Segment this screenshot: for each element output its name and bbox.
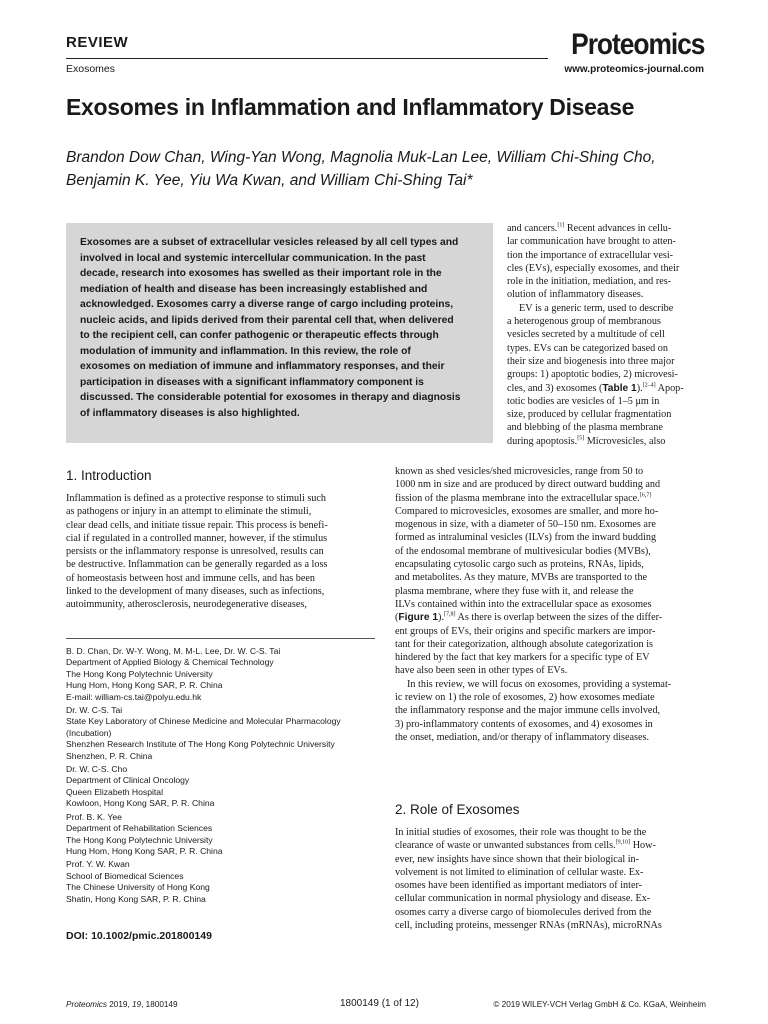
body-line: be destructive. Inflammation can be generally regarded as a loss bbox=[66, 559, 328, 571]
affiliation-line: The Chinese University of Hong Kong bbox=[66, 882, 210, 893]
body-line: during apoptosis.[5] Microvesicles, also bbox=[507, 435, 666, 447]
body-line: ic review on 1) the role of exosomes, 2) how exosomes mediate bbox=[395, 692, 655, 704]
abstract-line: involved in local and systemic intercellular communication. In the past bbox=[80, 252, 426, 264]
body-line: vesicles secreted by a multitude of cell bbox=[507, 329, 665, 341]
body-line: cial if regulated in a controlled manner, however, if the stimulus bbox=[66, 532, 328, 544]
body-line: cellular communication in normal physiology and disease. Ex- bbox=[395, 893, 651, 905]
affiliation-line: School of Biomedical Sciences bbox=[66, 870, 184, 881]
citation-ref: [5] bbox=[577, 435, 585, 442]
affiliation-group bbox=[66, 705, 375, 762]
affiliation-line: Prof. B. K. Yee bbox=[66, 811, 122, 822]
doi-link[interactable]: DOI: 10.1002/pmic.201800149 bbox=[66, 930, 212, 942]
footer-journal: Proteomics bbox=[66, 1000, 107, 1009]
body-line: 3) pro-inflammatory contents of exosomes, and 4) exosomes in bbox=[395, 718, 653, 730]
body-line: osomes have been identified as important mediators of inter- bbox=[395, 880, 643, 892]
body-line: cell, including proteins, messenger RNAs (mRNAs), microRNAs bbox=[395, 920, 662, 932]
body-line: ever, new insights have since shown that their biological in- bbox=[395, 853, 640, 865]
footer-article: , 1800149 bbox=[141, 1000, 178, 1009]
section-heading-introduction: 1. Introduction bbox=[66, 468, 152, 483]
affiliation-group bbox=[66, 646, 375, 703]
abstract-line: participation in diseases with a significant inflammatory component is bbox=[80, 376, 424, 388]
body-line: In this review, we will focus on exosomes, providing a systemat- bbox=[407, 678, 672, 690]
affiliation-line: (Incubation) bbox=[66, 727, 112, 738]
abstract-line: modulation of immunity and inflammation. In this review, the role of bbox=[80, 345, 411, 357]
citation-ref: [6,7] bbox=[639, 492, 652, 499]
affiliation-line: The Hong Kong Polytechnic University bbox=[66, 834, 213, 845]
footer-year: 2019, bbox=[106, 1000, 132, 1009]
affiliation-line: Department of Rehabilitation Sciences bbox=[66, 823, 213, 834]
body-line: totic bodies are vesicles of 1–5 μm in bbox=[507, 395, 660, 407]
abstract-line: nucleic acids, and lipids derived from their parental cell that, when delivered bbox=[80, 314, 454, 326]
journal-logo: Proteomics bbox=[570, 28, 704, 61]
footer-citation bbox=[66, 1000, 178, 1009]
abstract-box bbox=[66, 223, 493, 443]
affiliation-line: Department of Clinical Oncology bbox=[66, 775, 190, 786]
header-rule bbox=[66, 58, 548, 59]
abstract-line: acknowledged. Exosomes carry a diverse range of cargo including proteins, bbox=[80, 299, 454, 310]
body-line: 1000 nm in size and are produced by direct outward budding and bbox=[395, 479, 661, 491]
affiliation-rule bbox=[66, 638, 375, 639]
body-line: and blebbing of the plasma membrane bbox=[507, 422, 663, 434]
body-line: plasma membrane, where they fuse with it, and release the bbox=[395, 585, 634, 597]
affiliation-line: E-mail: william-cs.tai@polyu.edu.hk bbox=[66, 691, 202, 702]
body-line: role in the initiation, mediation, and res- bbox=[507, 276, 672, 288]
body-line: have also been seen in other types of EVs. bbox=[395, 665, 568, 677]
body-line: formed as intraluminal vesicles (ILVs) from the inward budding bbox=[395, 532, 657, 544]
body-line: a heterogenous group of membranous bbox=[507, 316, 661, 328]
body-line: ILVs contained within into the extracellular space as exosomes bbox=[395, 598, 652, 610]
body-line: of the endosomal membrane of multivesicular bodies (MVBs), bbox=[395, 545, 651, 557]
body-line: clear dead cells, and initiate tissue repair. This process is benefi- bbox=[66, 519, 328, 531]
page-number: 1800149 (1 of 12) bbox=[340, 998, 419, 1009]
affiliation-group bbox=[66, 764, 375, 810]
body-line: encapsulating cytosolic cargo such as proteins, RNAs, lipids, bbox=[395, 559, 644, 571]
role-of-exosomes-text bbox=[395, 826, 705, 932]
body-line: cles (EVs), especially exosomes, and their bbox=[507, 262, 680, 274]
body-column-right-top bbox=[507, 222, 705, 448]
affiliation-line: Queen Elizabeth Hospital bbox=[66, 786, 163, 797]
body-line: mogenous in size, with a diameter of 50–150 nm. Exosomes are bbox=[395, 519, 656, 531]
figure-ref: Figure 1 bbox=[398, 612, 439, 624]
body-line: size, produced by cellular fragmentation bbox=[507, 409, 672, 421]
body-column-right bbox=[395, 465, 705, 744]
body-line: Inflammation is defined as a protective response to stimuli such bbox=[66, 493, 327, 504]
affiliation-line: Hung Hom, Hong Kong SAR, P. R. China bbox=[66, 680, 223, 691]
affiliation-line: Kowloon, Hong Kong SAR, P. R. China bbox=[66, 798, 215, 809]
affiliation-group bbox=[66, 859, 375, 905]
citation-ref: [9,10] bbox=[615, 839, 631, 846]
article-title: Exosomes in Inflammation and Inflammatory Disease bbox=[66, 94, 635, 120]
section-label: Exosomes bbox=[66, 63, 116, 75]
body-line: the onset, mediation, and/or therapy of inflammatory diseases. bbox=[395, 731, 650, 743]
body-line: persists or the inflammatory response is unresolved, results can bbox=[66, 546, 324, 558]
affiliation-group bbox=[66, 812, 375, 858]
body-line: of homeostasis between host and immune cells, and has been bbox=[66, 572, 315, 584]
body-line: fission of the plasma membrane into the extracellular space.[6,7] bbox=[395, 492, 652, 504]
affiliation-line: Shatin, Hong Kong SAR, P. R. China bbox=[66, 893, 206, 904]
author-line: Benjamin K. Yee, Yiu Wa Kwan, and William Chi-Shing Tai* bbox=[66, 172, 473, 189]
abstract-line: mediation of health and disease has been increasingly established and bbox=[80, 283, 428, 295]
affiliation-line: Hung Hom, Hong Kong SAR, P. R. China bbox=[66, 845, 223, 856]
body-line: and metabolites. As they mature, MVBs are transported to the bbox=[395, 572, 648, 584]
affiliation-line: Dr. W. C-S. Cho bbox=[66, 764, 128, 775]
body-line: the inflammatory response and the major immune cells involved, bbox=[395, 705, 661, 717]
affiliations bbox=[66, 646, 375, 907]
body-line: EV is a generic term, used to describe bbox=[519, 302, 674, 314]
body-line: linked to the development of many diseases, such as infections, bbox=[66, 586, 325, 598]
body-line: ent groups of EVs, their origins and specific markers are impor- bbox=[395, 625, 656, 637]
citation-ref: [2–4] bbox=[642, 382, 656, 389]
abstract-line: discussed. The considerable potential for exosomes in therapy and diagnosis bbox=[80, 392, 461, 403]
body-line: (Figure 1).[7,8] As there is overlap between the sizes of the differ- bbox=[395, 611, 663, 624]
body-line: In initial studies of exosomes, their role was thought to be the bbox=[395, 827, 647, 838]
body-line: volvement is not limited to elimination of cellular waste. Ex- bbox=[395, 866, 644, 878]
abstract-line: exosomes on mediation of immune and inflammatory responses, and their bbox=[80, 361, 445, 372]
abstract-line: of inflammatory diseases is also highlighted. bbox=[80, 407, 300, 419]
body-line: clearance of waste or unwanted substances from cells.[9,10] How- bbox=[395, 839, 656, 852]
body-line: olution of inflammatory diseases. bbox=[507, 289, 644, 301]
introduction-text bbox=[66, 492, 375, 612]
journal-url-link[interactable]: www.proteomics-journal.com bbox=[564, 64, 704, 75]
copyright: © 2019 WILEY-VCH Verlag GmbH & Co. KGaA, Weinheim bbox=[493, 1000, 706, 1009]
body-line: hindered by the fact that key markers for a specific type of EV bbox=[395, 652, 650, 664]
body-line: cles, and 3) exosomes (Table 1).[2–4] Apop- bbox=[507, 382, 684, 394]
body-line: types. EVs can be categorized based on bbox=[507, 342, 668, 354]
affiliation-line: The Hong Kong Polytechnic University bbox=[66, 668, 213, 679]
body-line: lar communication have brought to atten- bbox=[507, 236, 676, 248]
affiliation-line: State Key Laboratory of Chinese Medicine and Molecular Pharmacology bbox=[66, 716, 341, 727]
footer-volume: 19 bbox=[132, 1000, 142, 1009]
body-line: tion the importance of extracellular vesi- bbox=[507, 249, 674, 261]
figure-ref: Table 1 bbox=[602, 382, 637, 394]
affiliation-line: Prof. Y. W. Kwan bbox=[66, 859, 130, 870]
body-line: tant for their categorization, although absolute categorization is bbox=[395, 638, 653, 650]
body-line: their size and biogenesis into three major bbox=[507, 355, 675, 367]
body-line: autoimmunity, atherosclerosis, neurodegenerative diseases, bbox=[66, 599, 307, 611]
abstract-line: to the recipient cell, can confer pathogenic or therapeutic effects through bbox=[80, 330, 439, 341]
article-type-label: REVIEW bbox=[66, 34, 129, 51]
affiliation-line: Shenzhen, P. R. China bbox=[66, 750, 153, 761]
body-line: as pathogens or injury in an attempt to eliminate the stimuli, bbox=[66, 506, 312, 518]
abstract-line: Exosomes are a subset of extracellular vesicles released by all cell types and bbox=[80, 237, 459, 248]
affiliation-line: Department of Applied Biology & Chemical Technology bbox=[66, 657, 274, 668]
affiliation-line: B. D. Chan, Dr. W-Y. Wong, M. M-L. Lee, Dr. W. C-S. Tai bbox=[66, 646, 281, 656]
body-line: osomes carry a diverse cargo of biomolecules derived from the bbox=[395, 906, 652, 918]
affiliation-line: Shenzhen Research Institute of The Hong Kong Polytechnic University bbox=[66, 739, 335, 750]
body-line: Compared to microvesicles, exosomes are smaller, and more ho- bbox=[395, 505, 659, 517]
abstract-line: decade, research into exosomes has swelled as their important role in the bbox=[80, 268, 442, 279]
author-line: Brandon Dow Chan, Wing-Yan Wong, Magnolia Muk-Lan Lee, William Chi-Shing Cho, bbox=[66, 149, 656, 166]
body-line: groups: 1) apoptotic bodies, 2) microvesi- bbox=[507, 369, 678, 381]
affiliation-line: Dr. W. C-S. Tai bbox=[66, 705, 123, 716]
citation-ref: [7,8] bbox=[444, 611, 456, 618]
author-list bbox=[66, 146, 706, 192]
section-heading-role-of-exosomes: 2. Role of Exosomes bbox=[395, 802, 520, 817]
body-line: and cancers.[1] Recent advances in cellu- bbox=[507, 222, 672, 234]
body-line: known as shed vesicles/shed microvesicles, range from 50 to bbox=[395, 466, 644, 477]
citation-ref: [1] bbox=[557, 222, 565, 229]
